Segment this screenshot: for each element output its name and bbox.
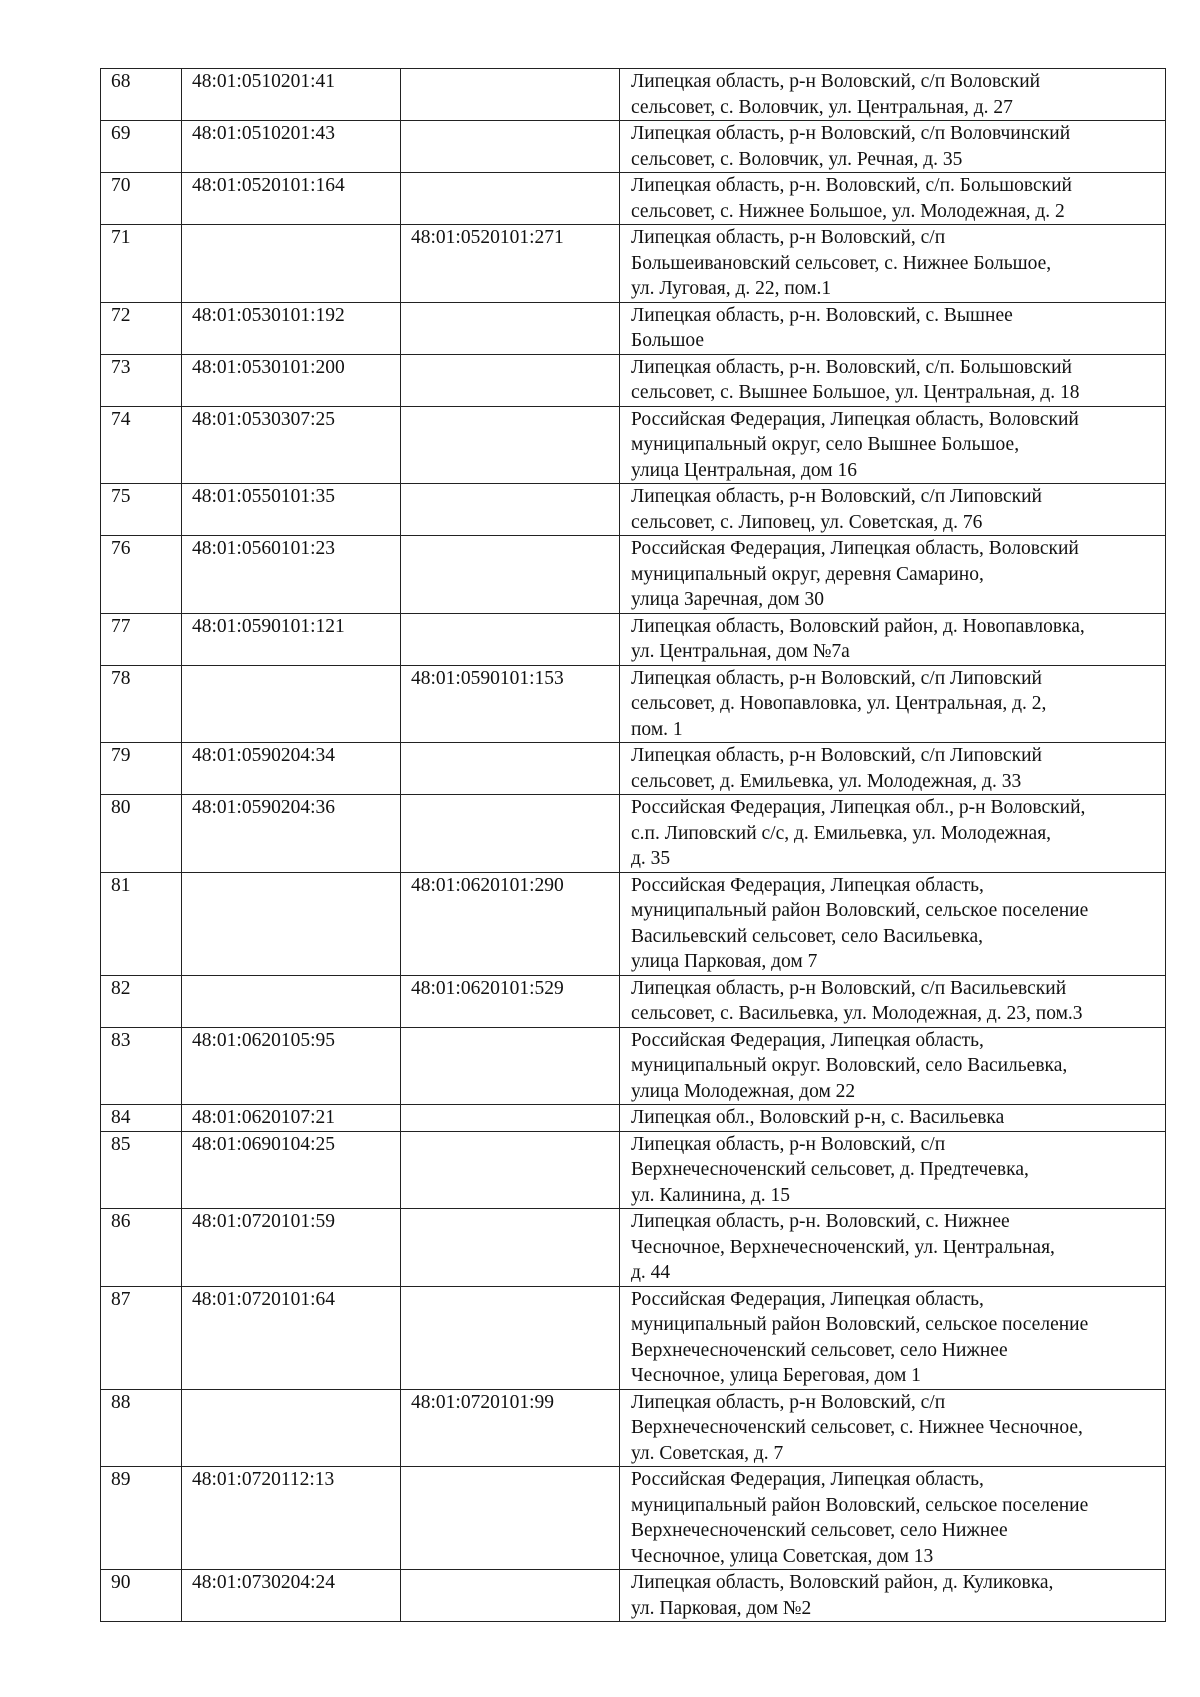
building-cadastral-number-cell: [401, 795, 620, 873]
address-line: сельсовет, с. Васильевка, ул. Молодежная, д. 23, пом.3: [631, 1003, 1083, 1024]
address-cell: [620, 406, 1166, 484]
row-number-cell: 73: [101, 354, 182, 406]
address-line: Верхнечесноченский сельсовет, село Нижнее: [631, 1520, 1008, 1541]
land-cadastral-number-cell: 48:01:0510201:41: [182, 69, 401, 121]
address-cell: [620, 1209, 1166, 1287]
building-cadastral-number-cell: [401, 1286, 620, 1389]
address-cell: [620, 225, 1166, 303]
address-cell: [620, 1286, 1166, 1389]
address-line: Липецкая область, р-н Воловский, с/п: [631, 1391, 946, 1413]
address-line: Чесночное, улица Береговая, дом 1: [631, 1365, 921, 1386]
table-row: [101, 354, 1166, 406]
address-cell: [620, 872, 1166, 975]
row-number-cell: 74: [101, 406, 182, 484]
address-line: Липецкая область, р-н. Воловский, с. Нижнее: [631, 1211, 1010, 1232]
building-cadastral-number-cell: [401, 613, 620, 665]
address-line: Липецкая область, р-н Воловский, с/п: [631, 227, 946, 248]
row-number-cell: 83: [101, 1027, 182, 1105]
row-number-cell: 78: [101, 665, 182, 743]
row-number-cell: 71: [101, 225, 182, 303]
land-cadastral-number-cell: [182, 225, 401, 303]
row-number-cell: 75: [101, 484, 182, 536]
address-line: ул. Луговая, д. 22, пом.1: [631, 278, 832, 299]
row-number-cell: 77: [101, 613, 182, 665]
address-line: Большое: [631, 330, 704, 351]
building-cadastral-number-cell: [401, 69, 620, 121]
address-cell: [620, 1389, 1166, 1467]
address-line: Большеивановский сельсовет, с. Нижнее Большое,: [631, 252, 1052, 274]
land-cadastral-number-cell: 48:01:0730204:24: [182, 1570, 401, 1622]
address-cell: [620, 302, 1166, 354]
address-cell: [620, 975, 1166, 1027]
address-line: Российская Федерация, Липецкая обл., р-н Воловский,: [631, 797, 1086, 818]
building-cadastral-number-cell: [401, 121, 620, 173]
building-cadastral-number-cell: 48:01:0620101:290: [401, 872, 620, 975]
row-number-cell: 90: [101, 1570, 182, 1622]
address-line: Липецкая область, р-н Воловский, с/п Липовский: [631, 745, 1042, 766]
address-line: сельсовет, с. Нижнее Большое, ул. Молодежная, д. 2: [631, 200, 1065, 222]
address-line: Васильевский сельсовет, село Васильевка,: [631, 925, 983, 947]
address-cell: [620, 484, 1166, 536]
table-row: [101, 1467, 1166, 1570]
building-cadastral-number-cell: [401, 1570, 620, 1622]
address-cell: [620, 1105, 1166, 1132]
address-line: сельсовет, д. Новопавловка, ул. Центральная, д. 2,: [631, 693, 1047, 714]
address-line: Липецкая область, р-н. Воловский, с/п. Большовский: [631, 356, 1072, 378]
address-line: Липецкая область, р-н Воловский, с/п Липовский: [631, 486, 1042, 507]
row-number-cell: 68: [101, 69, 182, 121]
table-row: [101, 484, 1166, 536]
address-cell: [620, 69, 1166, 121]
table-row: [101, 795, 1166, 873]
address-line: Российская Федерация, Липецкая область,: [631, 1469, 984, 1490]
land-cadastral-number-cell: 48:01:0720112:13: [182, 1467, 401, 1570]
address-line: сельсовет, с. Вышнее Большое, ул. Центральная, д. 18: [631, 382, 1080, 403]
land-cadastral-number-cell: 48:01:0520101:164: [182, 173, 401, 225]
table-row: [101, 743, 1166, 795]
table-row: [101, 302, 1166, 354]
address-line: Липецкая обл., Воловский р-н, с. Васильевка: [631, 1107, 1005, 1128]
land-cadastral-number-cell: 48:01:0590204:34: [182, 743, 401, 795]
table-row: [101, 872, 1166, 975]
building-cadastral-number-cell: [401, 1467, 620, 1570]
address-line: Липецкая область, р-н. Воловский, с/п. Большовский: [631, 175, 1072, 196]
address-line: муниципальный округ. Воловский, село Васильевка,: [631, 1055, 1068, 1076]
address-line: Чесночное, улица Советская, дом 13: [631, 1545, 934, 1567]
building-cadastral-number-cell: [401, 1209, 620, 1287]
table-row: [101, 1027, 1166, 1105]
row-number-cell: 69: [101, 121, 182, 173]
land-cadastral-number-cell: [182, 975, 401, 1027]
land-cadastral-number-cell: [182, 665, 401, 743]
address-line: муниципальный район Воловский, сельское поселение: [631, 900, 1089, 921]
table-row: [101, 665, 1166, 743]
building-cadastral-number-cell: [401, 1105, 620, 1132]
address-line: Чесночное, Верхнечесноченский, ул. Центральная,: [631, 1236, 1055, 1258]
address-line: Верхнечесноченский сельсовет, село Нижнее: [631, 1339, 1008, 1361]
building-cadastral-number-cell: [401, 354, 620, 406]
building-cadastral-number-cell: [401, 484, 620, 536]
building-cadastral-number-cell: 48:01:0720101:99: [401, 1389, 620, 1467]
address-line: сельсовет, с. Воловчик, ул. Речная, д. 35: [631, 148, 963, 170]
building-cadastral-number-cell: [401, 302, 620, 354]
address-line: Липецкая область, р-н Воловский, с/п: [631, 1133, 946, 1155]
address-cell: [620, 795, 1166, 873]
address-cell: [620, 613, 1166, 665]
row-number-cell: 87: [101, 1286, 182, 1389]
address-cell: [620, 743, 1166, 795]
address-cell: [620, 121, 1166, 173]
land-cadastral-number-cell: 48:01:0560101:23: [182, 536, 401, 614]
address-line: Верхнечесноченский сельсовет, д. Предтечевка,: [631, 1159, 1029, 1180]
land-cadastral-number-cell: 48:01:0720101:59: [182, 1209, 401, 1287]
land-cadastral-number-cell: [182, 872, 401, 975]
address-line: д. 35: [631, 848, 671, 869]
property-table-body: [101, 69, 1166, 1622]
address-line: улица Заречная, дом 30: [631, 589, 825, 610]
table-row: [101, 536, 1166, 614]
address-line: Липецкая область, р-н Воловский, с/п Воловский: [631, 71, 1041, 92]
row-number-cell: 72: [101, 302, 182, 354]
table-row: [101, 225, 1166, 303]
address-line: муниципальный район Воловский, сельское поселение: [631, 1314, 1089, 1335]
document-page: [100, 68, 1165, 1622]
address-line: Липецкая область, р-н Воловский, с/п Васильевский: [631, 977, 1067, 999]
row-number-cell: 86: [101, 1209, 182, 1287]
building-cadastral-number-cell: 48:01:0620101:529: [401, 975, 620, 1027]
address-line: сельсовет, с. Липовец, ул. Советская, д. 76: [631, 511, 983, 533]
land-cadastral-number-cell: 48:01:0510201:43: [182, 121, 401, 173]
address-line: ул. Центральная, дом №7а: [631, 641, 850, 662]
land-cadastral-number-cell: 48:01:0720101:64: [182, 1286, 401, 1389]
row-number-cell: 82: [101, 975, 182, 1027]
table-row: [101, 406, 1166, 484]
address-line: Российская Федерация, Липецкая область, Воловский: [631, 538, 1079, 559]
address-cell: [620, 1467, 1166, 1570]
address-line: Российская Федерация, Липецкая область, Воловский: [631, 408, 1079, 430]
building-cadastral-number-cell: [401, 536, 620, 614]
table-row: [101, 1286, 1166, 1389]
address-cell: [620, 1570, 1166, 1622]
address-cell: [620, 1131, 1166, 1209]
address-line: с.п. Липовский с/с, д. Емильевка, ул. Молодежная,: [631, 822, 1052, 844]
address-cell: [620, 536, 1166, 614]
address-cell: [620, 1027, 1166, 1105]
table-row: [101, 613, 1166, 665]
row-number-cell: 80: [101, 795, 182, 873]
building-cadastral-number-cell: [401, 743, 620, 795]
row-number-cell: 81: [101, 872, 182, 975]
address-line: ул. Советская, д. 7: [631, 1442, 784, 1464]
address-line: Липецкая область, Воловский район, д. Куликовка,: [631, 1572, 1054, 1593]
address-line: улица Парковая, дом 7: [631, 951, 818, 972]
row-number-cell: 88: [101, 1389, 182, 1467]
address-line: Липецкая область, Воловский район, д. Новопавловка,: [631, 615, 1085, 637]
row-number-cell: 79: [101, 743, 182, 795]
address-line: муниципальный округ, деревня Самарино,: [631, 563, 984, 585]
address-cell: [620, 354, 1166, 406]
land-cadastral-number-cell: 48:01:0590101:121: [182, 613, 401, 665]
table-row: [101, 1131, 1166, 1209]
row-number-cell: 76: [101, 536, 182, 614]
address-line: д. 44: [631, 1262, 671, 1283]
land-cadastral-number-cell: 48:01:0550101:35: [182, 484, 401, 536]
land-cadastral-number-cell: [182, 1389, 401, 1467]
address-line: Верхнечесноченский сельсовет, с. Нижнее Чесночное,: [631, 1417, 1083, 1438]
address-line: муниципальный округ, село Вышнее Большое,: [631, 434, 1020, 455]
table-row: [101, 1389, 1166, 1467]
land-cadastral-number-cell: 48:01:0620107:21: [182, 1105, 401, 1132]
address-line: улица Молодежная, дом 22: [631, 1080, 856, 1102]
building-cadastral-number-cell: 48:01:0520101:271: [401, 225, 620, 303]
address-line: Российская Федерация, Липецкая область,: [631, 874, 984, 896]
land-cadastral-number-cell: 48:01:0620105:95: [182, 1027, 401, 1105]
address-line: Липецкая область, р-н Воловский, с/п Воловчинский: [631, 123, 1071, 144]
building-cadastral-number-cell: [401, 1131, 620, 1209]
building-cadastral-number-cell: [401, 1027, 620, 1105]
address-line: Российская Федерация, Липецкая область,: [631, 1029, 984, 1051]
land-cadastral-number-cell: 48:01:0530307:25: [182, 406, 401, 484]
address-line: сельсовет, д. Емильевка, ул. Молодежная, д. 33: [631, 770, 1022, 792]
table-row: [101, 1105, 1166, 1132]
address-line: сельсовет, с. Воловчик, ул. Центральная, д. 27: [631, 96, 1013, 118]
table-row: [101, 975, 1166, 1027]
row-number-cell: 70: [101, 173, 182, 225]
property-table: [100, 68, 1166, 1622]
building-cadastral-number-cell: 48:01:0590101:153: [401, 665, 620, 743]
building-cadastral-number-cell: [401, 173, 620, 225]
table-row: [101, 173, 1166, 225]
address-line: Липецкая область, р-н. Воловский, с. Вышнее: [631, 304, 1013, 326]
address-line: ул. Калинина, д. 15: [631, 1184, 790, 1206]
address-line: муниципальный район Воловский, сельское поселение: [631, 1494, 1089, 1516]
land-cadastral-number-cell: 48:01:0530101:200: [182, 354, 401, 406]
address-line: Липецкая область, р-н Воловский, с/п Липовский: [631, 667, 1042, 689]
land-cadastral-number-cell: 48:01:0530101:192: [182, 302, 401, 354]
address-line: пом. 1: [631, 718, 683, 740]
address-line: улица Центральная, дом 16: [631, 459, 857, 481]
row-number-cell: 85: [101, 1131, 182, 1209]
table-row: [101, 121, 1166, 173]
table-row: [101, 1209, 1166, 1287]
address-line: Российская Федерация, Липецкая область,: [631, 1288, 984, 1310]
table-row: [101, 1570, 1166, 1622]
address-line: ул. Парковая, дом №2: [631, 1597, 812, 1619]
land-cadastral-number-cell: 48:01:0690104:25: [182, 1131, 401, 1209]
row-number-cell: 84: [101, 1105, 182, 1132]
table-row: [101, 69, 1166, 121]
address-cell: [620, 173, 1166, 225]
building-cadastral-number-cell: [401, 406, 620, 484]
land-cadastral-number-cell: 48:01:0590204:36: [182, 795, 401, 873]
row-number-cell: 89: [101, 1467, 182, 1570]
address-cell: [620, 665, 1166, 743]
